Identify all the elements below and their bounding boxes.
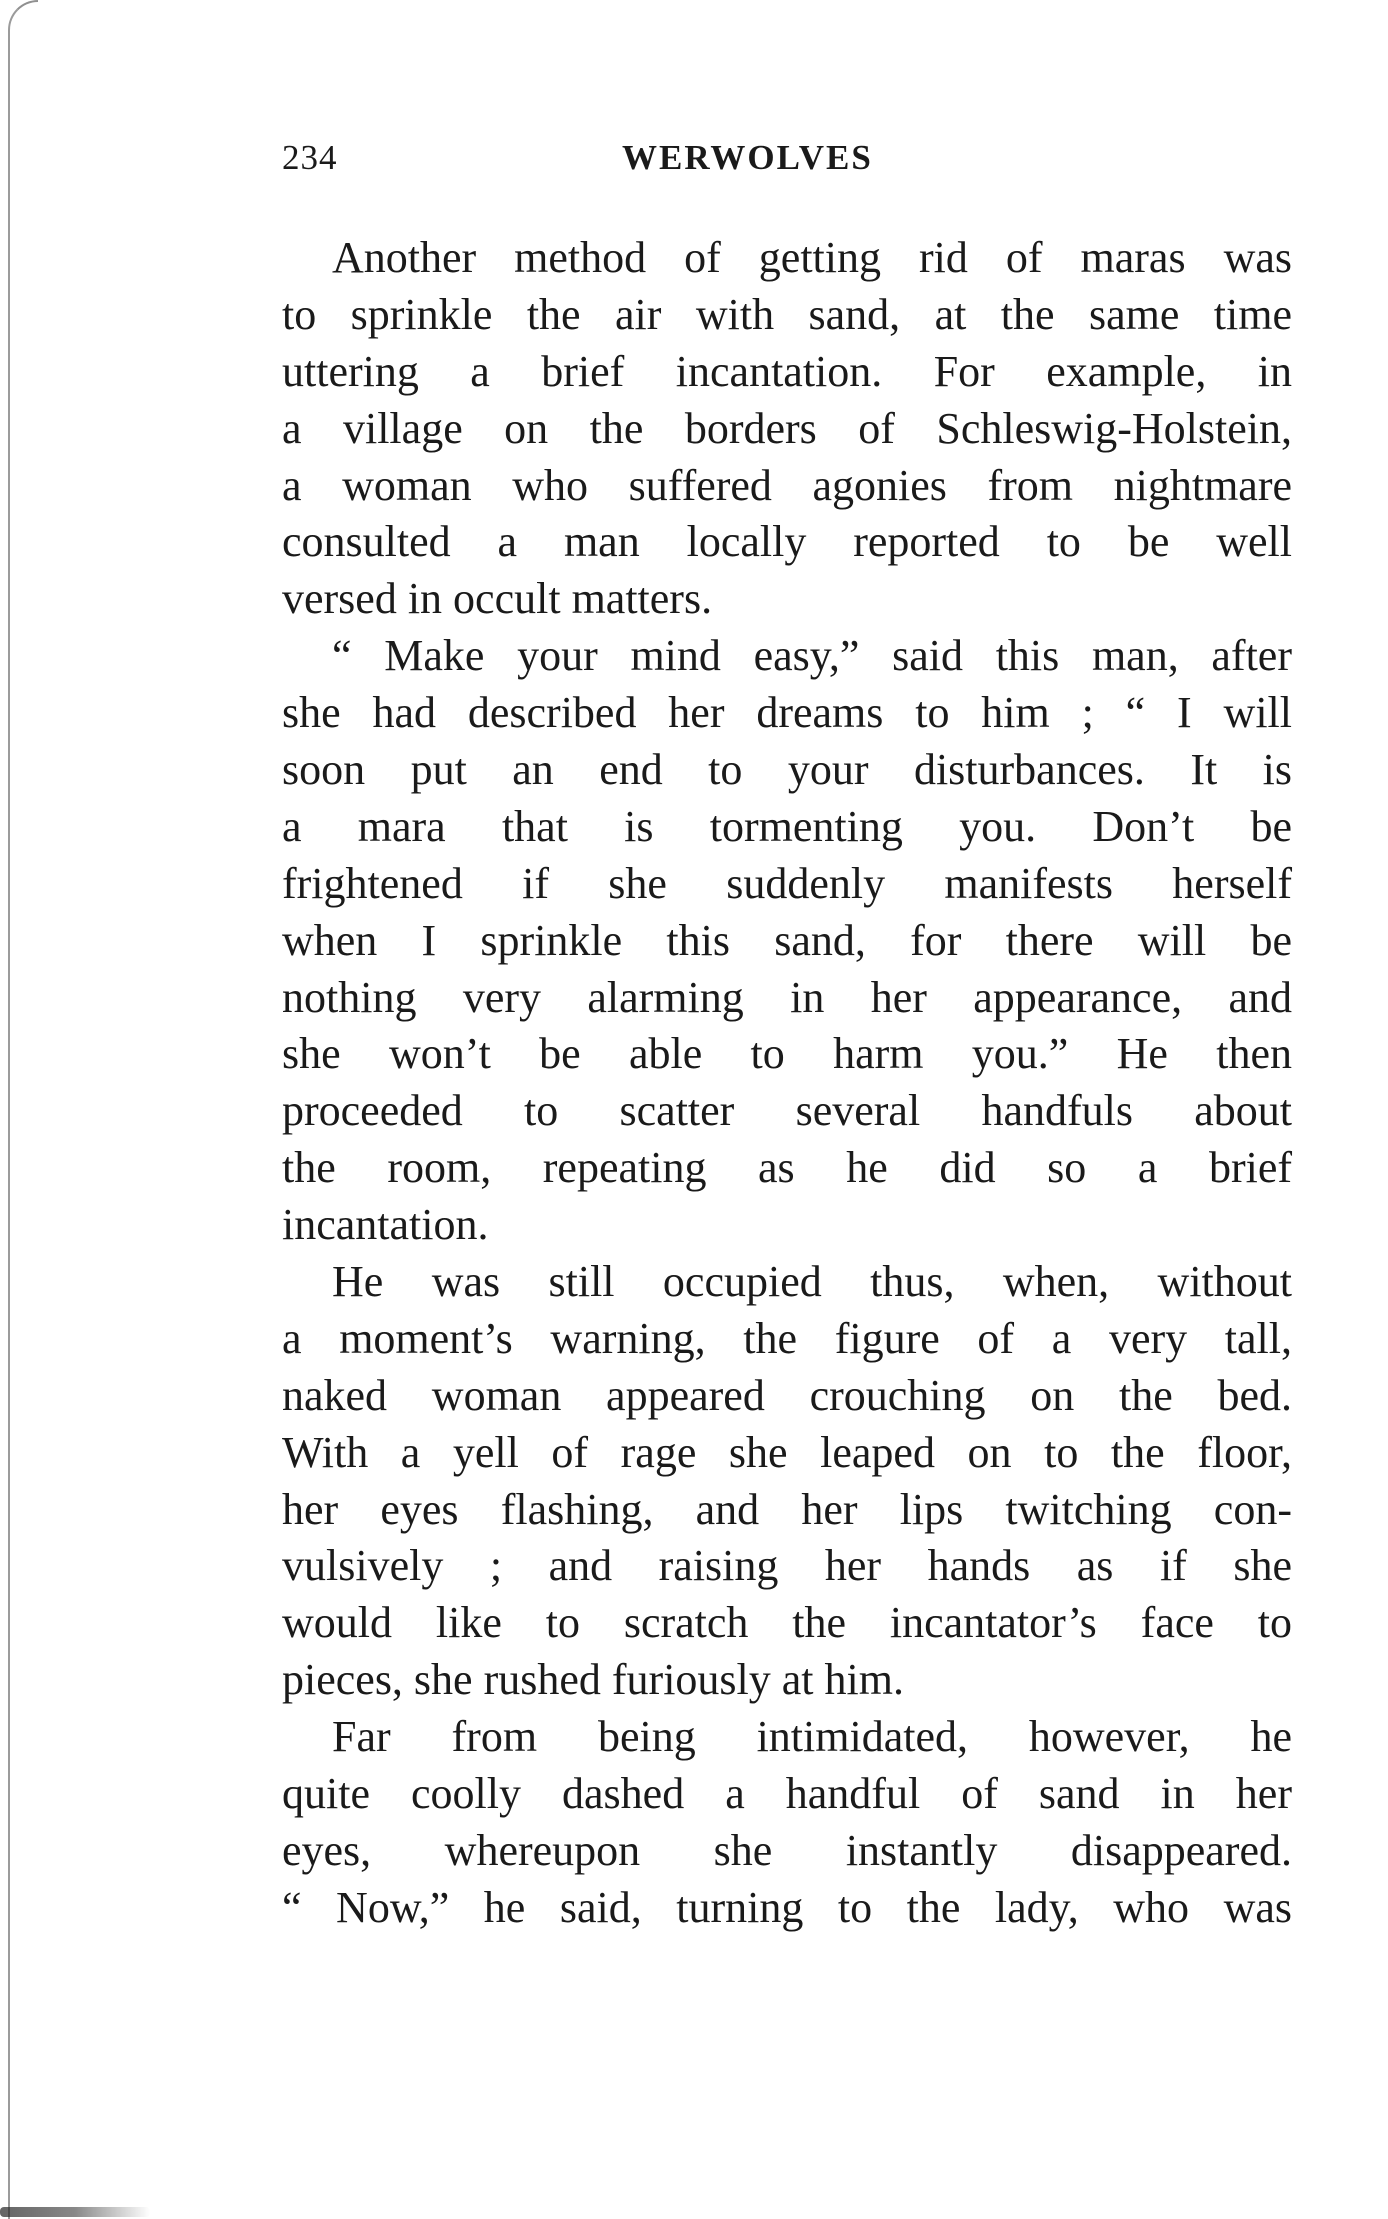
text-line: naked woman appeared crouching on the bed. xyxy=(282,1370,1292,1420)
text-line: the room, repeating as he did so a brief xyxy=(282,1143,1292,1193)
text-line: He was still occupied thus, when, without xyxy=(332,1257,1292,1307)
text-line: consulted a man locally reported to be well xyxy=(282,517,1292,567)
text-line: proceeded to scatter several handfuls about xyxy=(282,1086,1292,1136)
text-line: to sprinkle the air with sand, at the same time xyxy=(282,289,1292,339)
text-line: versed in occult matters. xyxy=(282,574,713,624)
text-line: a moment’s warning, the figure of a very tall, xyxy=(282,1313,1292,1363)
text-line: eyes, whereupon she instantly disappeared. xyxy=(282,1825,1292,1875)
text-line: she had described her dreams to him ; “ I will xyxy=(282,688,1292,738)
text-line: With a yell of rage she leaped on to the floor, xyxy=(282,1427,1292,1477)
text-line: vulsively ; and raising her hands as if she xyxy=(282,1541,1292,1591)
scan-page-edge xyxy=(8,0,38,2219)
scan-smudge xyxy=(0,2207,150,2217)
text-line: frightened if she suddenly manifests herself xyxy=(282,858,1292,908)
text-line: quite coolly dashed a handful of sand in her xyxy=(282,1769,1292,1819)
text-line: a woman who suffered agonies from nightmare xyxy=(282,460,1292,510)
text-line: incantation. xyxy=(282,1200,489,1250)
running-title: WERWOLVES xyxy=(622,138,873,177)
text-line: pieces, she rushed furiously at him. xyxy=(282,1655,904,1705)
text-line: Far from being intimidated, however, he xyxy=(332,1712,1292,1762)
text-line: would like to scratch the incantator’s face to xyxy=(282,1598,1292,1648)
text-line: nothing very alarming in her appearance, and xyxy=(282,972,1292,1022)
text-line: when I sprinkle this sand, for there will be xyxy=(282,915,1292,965)
text-line: “ Make your mind easy,” said this man, after xyxy=(332,631,1292,681)
text-line: her eyes flashing, and her lips twitching con- xyxy=(282,1484,1292,1534)
text-line: “ Now,” he said, turning to the lady, who was xyxy=(282,1882,1292,1932)
body-text xyxy=(282,230,1292,1937)
text-line: she won’t be able to harm you.” He then xyxy=(282,1029,1292,1079)
text-line: Another method of getting rid of maras was xyxy=(332,233,1292,282)
text-line: soon put an end to your disturbances. It is xyxy=(282,745,1292,795)
page-number: 234 xyxy=(282,138,338,177)
text-line: a village on the borders of Schleswig-Holstein, xyxy=(282,403,1292,453)
text-line: a mara that is tormenting you. Don’t be xyxy=(282,801,1292,851)
page-header xyxy=(282,138,1292,188)
text-line: uttering a brief incantation. For example, in xyxy=(282,346,1292,396)
